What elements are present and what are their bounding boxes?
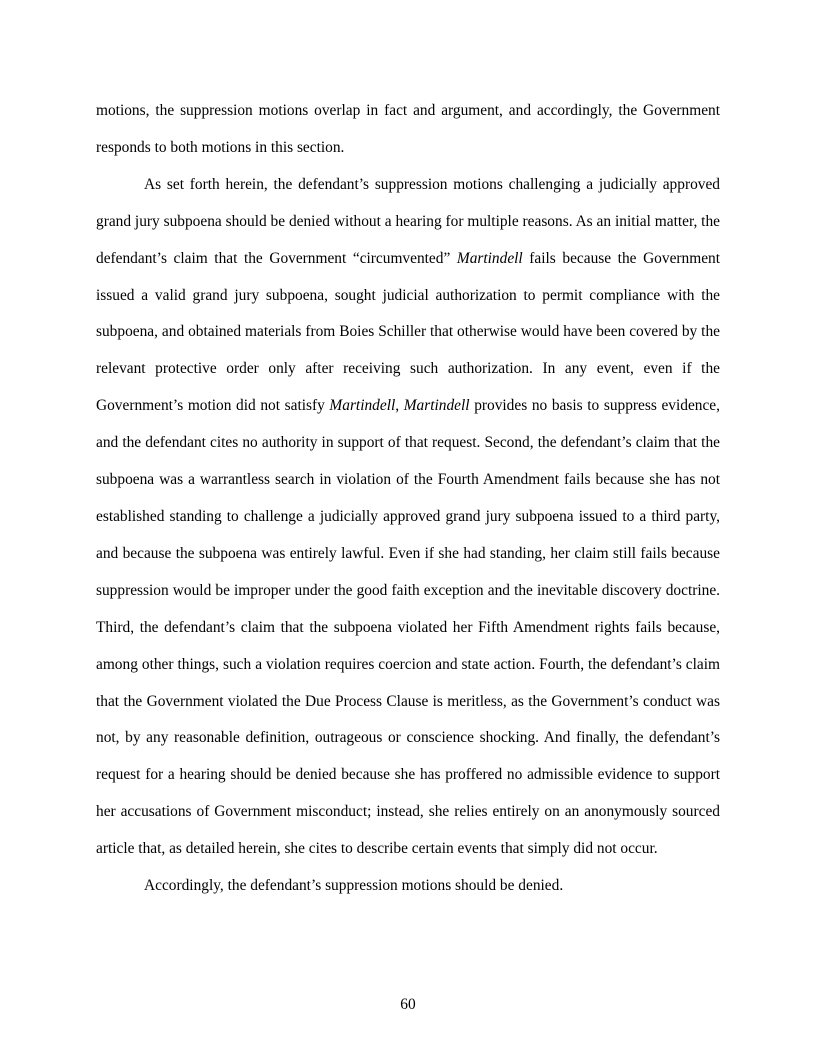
paragraph-text: As set forth herein, the defendant’s suppression motions challenging a judicially approved grand jury subpoena should be denied without a hearing for multiple reasons. As an initial matter, the defendant’s claim that the Government “circumvented” xyxy=(96,175,720,267)
case-citation: Martindell xyxy=(403,397,470,415)
document-body xyxy=(96,93,720,905)
paragraph-text: fails because the Government issued a valid grand jury subpoena, sought judicial authorization to permit compliance with the subpoena, and obtained materials from Boies Schiller that otherwise would have been covered by the relevant protective order only after receiving such authorization. In any event, even if the Government’s motion did not satisfy xyxy=(96,249,720,415)
paragraph-continuation: motions, the suppression motions overlap in fact and argument, and accordingly, the Government responds to both motions in this section. xyxy=(96,102,720,156)
case-citation: Martindell xyxy=(329,397,396,415)
paragraph-conclusion: Accordingly, the defendant’s suppression motions should be denied. xyxy=(144,877,564,895)
page-number: 60 xyxy=(400,996,416,1013)
paragraph-text: provides no basis to suppress evidence, and the defendant cites no authority in support of that request. Second, the defendant’s claim that the subpoena was a warrantless search in violation of the Fourth Amendment fails because she has not established standing to challenge a judicially approved grand jury subpoena issued to a third party, and because the subpoena was entirely lawful. Even if she had standing, her claim still fails because suppression would be improper under the good faith exception and the inevitable discovery doctrine. Third, the defendant’s claim that the subpoena violated her Fifth Amendment rights fails because, among other things, such a violation requires coercion and state action. Fourth, the defendant’s claim that the Government violated the Due Process Clause is meritless, as the Government’s conduct was not, by any reasonable definition, outrageous or conscience shocking. And finally, the defendant’s request for a hearing should be denied because she has proffered no admissible evidence to support her accusations of Government misconduct; instead, she relies entirely on an anonymously sourced article that, as detailed herein, she cites to describe certain events that simply did not occur. xyxy=(96,397,720,858)
paragraph-text: , xyxy=(395,397,404,415)
case-citation: Martindell xyxy=(456,249,523,267)
paragraph-summary xyxy=(96,167,720,868)
